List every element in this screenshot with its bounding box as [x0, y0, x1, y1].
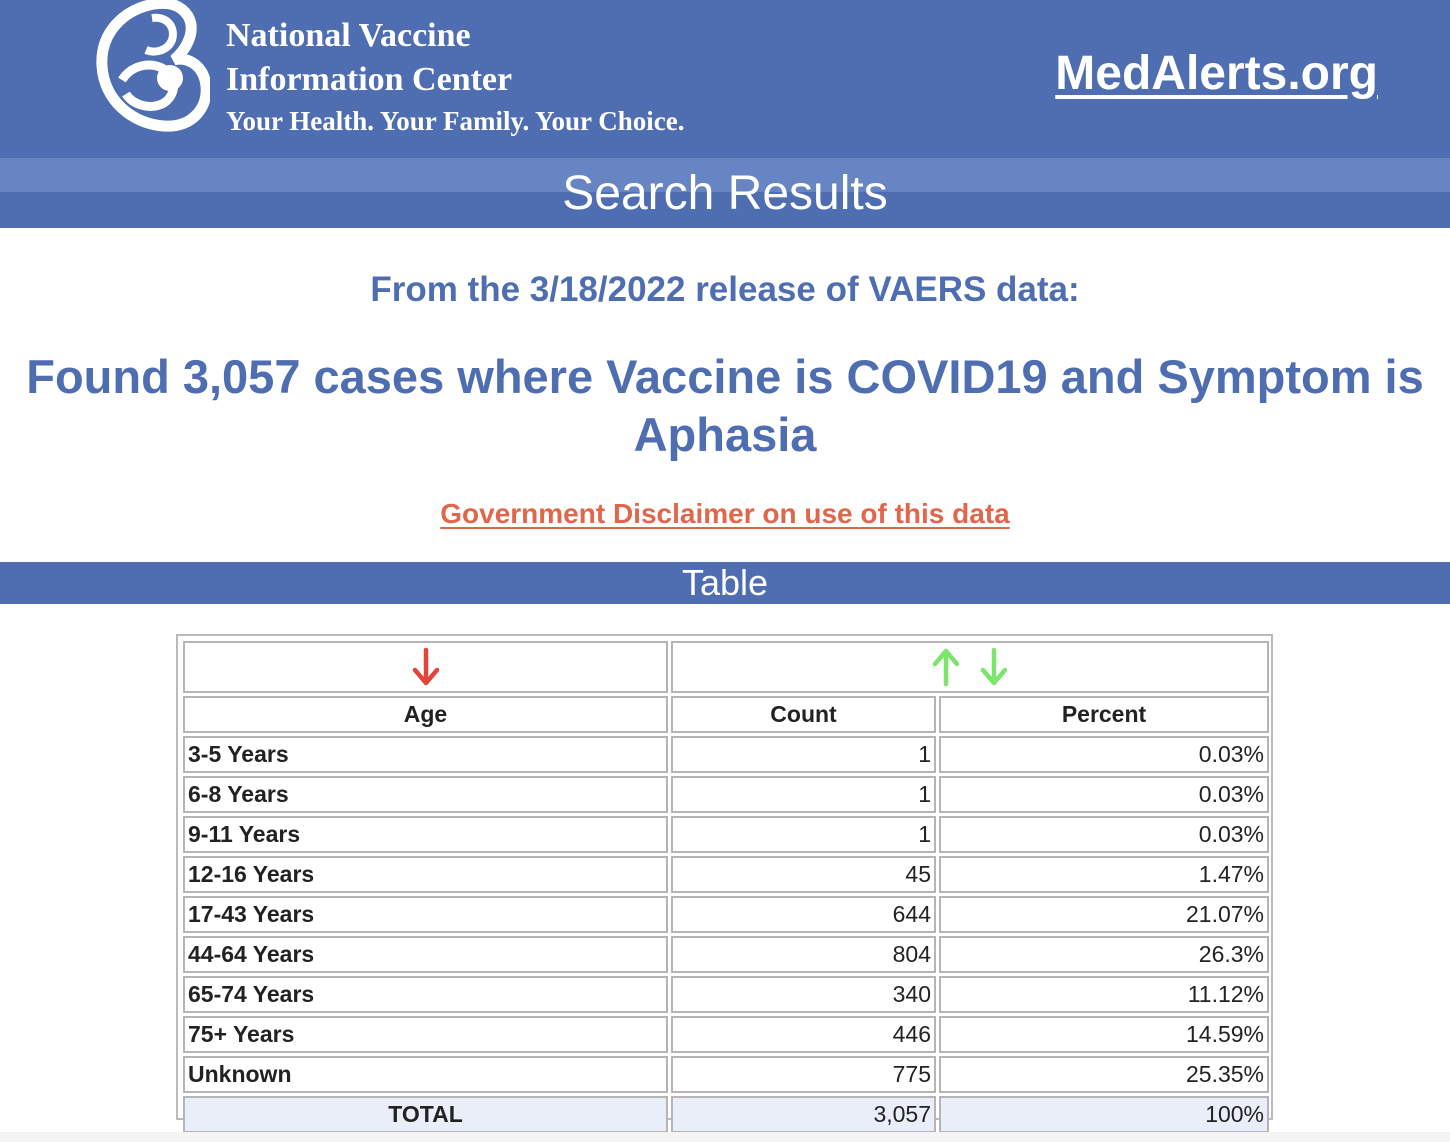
age-cell: 3-5 Years	[183, 736, 668, 773]
org-tagline: Your Health. Your Family. Your Choice.	[226, 106, 685, 136]
org-name-line1: National Vaccine	[226, 17, 471, 54]
green-arrow-up-icon[interactable]	[931, 647, 961, 687]
table-section-title: Table	[0, 562, 1450, 604]
disclaimer	[0, 496, 1450, 532]
results-table-container	[176, 634, 1273, 1127]
total-label-cell: TOTAL	[183, 1096, 668, 1133]
percent-cell: 14.59%	[939, 1016, 1269, 1053]
count-cell: 775	[671, 1056, 936, 1093]
count-column-header[interactable]: Count	[671, 696, 936, 733]
table-row	[183, 856, 1269, 893]
percent-cell: 0.03%	[939, 736, 1269, 773]
count-cell: 1	[671, 816, 936, 853]
table-row	[183, 936, 1269, 973]
percent-cell: 26.3%	[939, 936, 1269, 973]
total-count-cell: 3,057	[671, 1096, 936, 1133]
table-row	[183, 1056, 1269, 1093]
age-cell: 6-8 Years	[183, 776, 668, 813]
table-row	[183, 816, 1269, 853]
table-row	[183, 976, 1269, 1013]
release-text: From the 3/18/2022 release of VAERS data:	[370, 270, 1080, 309]
age-cell: 9-11 Years	[183, 816, 668, 853]
results-headline: Found 3,057 cases where Vaccine is COVID19 and Symptom is Aphasia	[26, 350, 1424, 461]
count-cell: 644	[671, 896, 936, 933]
table-row	[183, 896, 1269, 933]
search-results-title: Search Results	[562, 167, 888, 220]
table-row	[183, 776, 1269, 813]
results-table	[180, 638, 1272, 1136]
green-arrow-down-icon[interactable]	[979, 647, 1009, 687]
percent-cell: 0.03%	[939, 776, 1269, 813]
org-name-line2: Information Center	[226, 61, 513, 98]
total-percent-cell: 100%	[939, 1096, 1269, 1133]
percent-cell: 25.35%	[939, 1056, 1269, 1093]
count-sort-cell	[671, 641, 1269, 693]
site-header	[0, 0, 1450, 158]
medalerts-link[interactable]: MedAlerts.org	[1055, 47, 1378, 100]
count-cell: 340	[671, 976, 936, 1013]
total-row	[183, 1096, 1269, 1133]
age-cell: Unknown	[183, 1056, 668, 1093]
count-cell: 446	[671, 1016, 936, 1053]
age-sort-cell	[183, 641, 668, 693]
government-disclaimer-link[interactable]: Government Disclaimer on use of this data	[440, 498, 1010, 529]
count-cell: 804	[671, 936, 936, 973]
count-cell: 1	[671, 776, 936, 813]
age-cell: 44-64 Years	[183, 936, 668, 973]
red-arrow-down-icon[interactable]	[411, 647, 441, 687]
table-row	[183, 736, 1269, 773]
table-row	[183, 1016, 1269, 1053]
org-name	[226, 14, 685, 138]
age-cell: 65-74 Years	[183, 976, 668, 1013]
percent-cell: 11.12%	[939, 976, 1269, 1013]
age-cell: 12-16 Years	[183, 856, 668, 893]
sort-row	[183, 641, 1269, 693]
percent-cell: 0.03%	[939, 816, 1269, 853]
count-cell: 45	[671, 856, 936, 893]
percent-cell: 21.07%	[939, 896, 1269, 933]
count-cell: 1	[671, 736, 936, 773]
header-row	[183, 696, 1269, 733]
mother-child-logo-icon[interactable]	[92, 0, 210, 132]
age-column-header[interactable]: Age	[183, 696, 668, 733]
percent-column-header[interactable]: Percent	[939, 696, 1269, 733]
page-bottom-strip	[0, 1132, 1450, 1142]
age-cell: 75+ Years	[183, 1016, 668, 1053]
percent-cell: 1.47%	[939, 856, 1269, 893]
age-cell: 17-43 Years	[183, 896, 668, 933]
